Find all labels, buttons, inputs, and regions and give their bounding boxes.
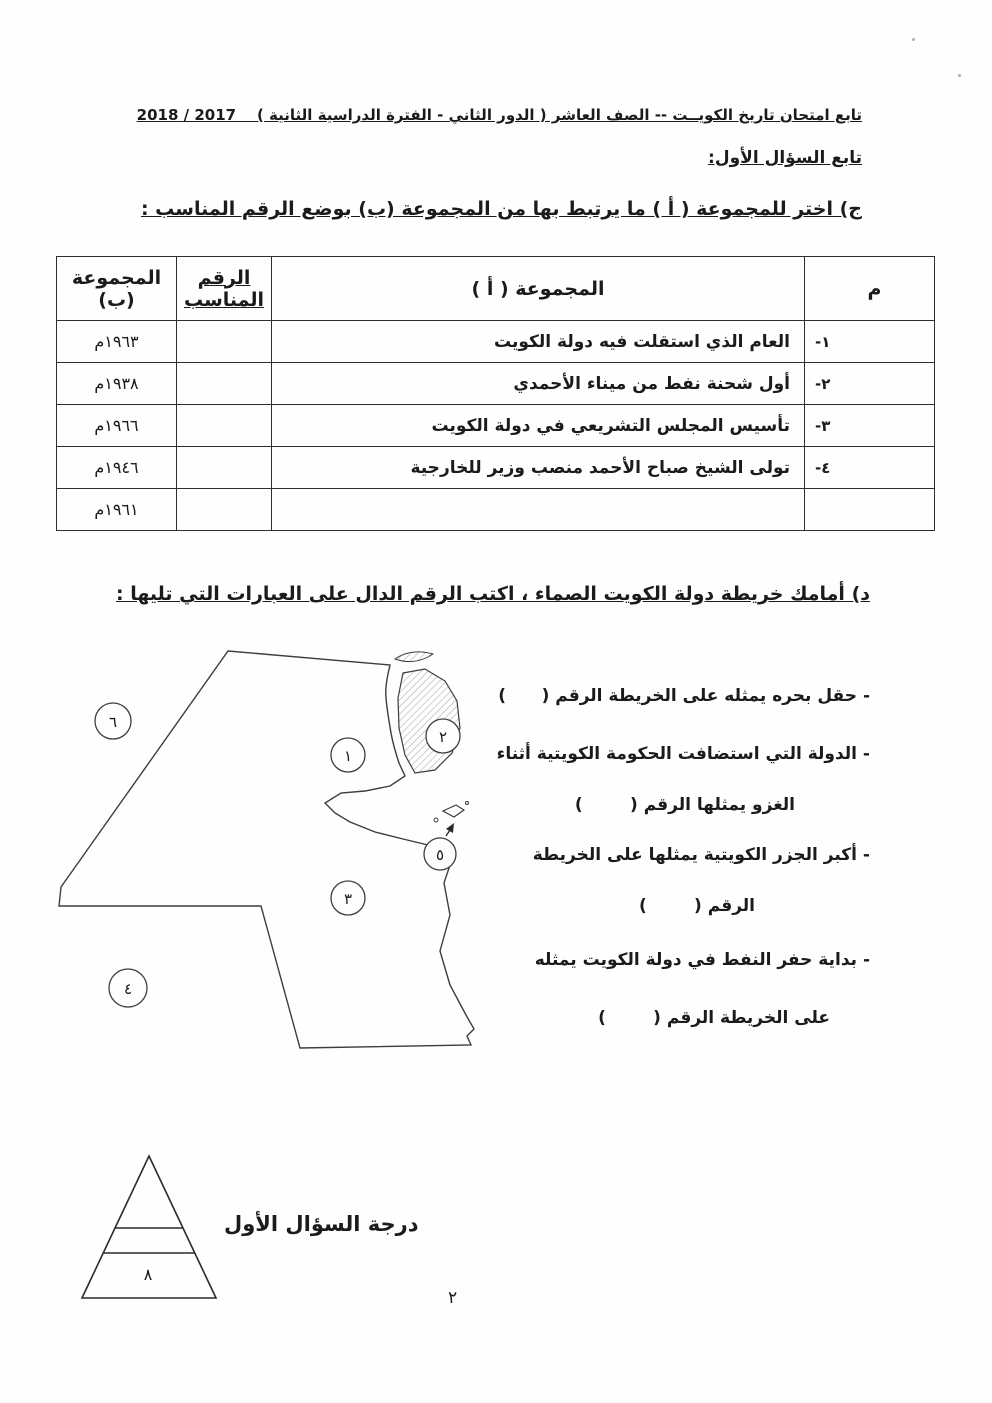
map-marker-label: ٥ bbox=[435, 846, 445, 864]
row-number bbox=[805, 489, 935, 531]
table-row bbox=[57, 405, 935, 447]
score-value: ٨ bbox=[143, 1265, 153, 1284]
col-header-no: م bbox=[805, 257, 935, 321]
group-a-item: العام الذي استقلت فيه دولة الكويت bbox=[272, 321, 805, 363]
matching-table bbox=[56, 256, 935, 531]
table-header-row bbox=[57, 257, 935, 321]
scan-artifact bbox=[958, 74, 961, 77]
section-c-title: ج) اختر للمجموعة ( أ ) ما يرتبط بها من المجموعة (ب) بوضع الرقم المناسب : bbox=[140, 198, 862, 220]
islet bbox=[466, 802, 469, 805]
islet bbox=[434, 818, 438, 822]
kuwait-map-svg bbox=[53, 643, 493, 1061]
map-marker-4 bbox=[109, 969, 147, 1007]
map-marker-3 bbox=[331, 881, 365, 915]
col-header-group-a: المجموعة ( أ ) bbox=[272, 257, 805, 321]
answer-cell[interactable] bbox=[177, 405, 272, 447]
group-b-year: ١٩٦٣م bbox=[57, 321, 177, 363]
col-header-answer-line1: الرقم bbox=[197, 266, 251, 289]
score-triangle bbox=[74, 1150, 234, 1308]
map-question-3-line2: الرقم ( ) bbox=[638, 896, 755, 916]
map-marker-label: ١ bbox=[343, 747, 353, 765]
group-a-item bbox=[272, 489, 805, 531]
row-number: ٣- bbox=[805, 405, 935, 447]
answer-cell[interactable] bbox=[177, 447, 272, 489]
col-header-group-b-line2: (ب) bbox=[98, 288, 135, 311]
row-number: ١- bbox=[805, 321, 935, 363]
col-header-group-b bbox=[57, 257, 177, 321]
table-row bbox=[57, 447, 935, 489]
map-marker-5 bbox=[424, 838, 456, 870]
map-question-3-line1: - أكبر الجزر الكويتية يمثلها على الخريطة bbox=[532, 845, 870, 865]
map-marker-label: ٢ bbox=[438, 728, 448, 746]
answer-cell[interactable] bbox=[177, 363, 272, 405]
row-number: ٤- bbox=[805, 447, 935, 489]
section-d-title: د) أمامك خريطة دولة الكويت الصماء ، اكتب الرقم الدال على العبارات التي تليها : bbox=[116, 583, 870, 605]
map-question-1-line1: - حقل بحره يمثله على الخريطة الرقم ( ) bbox=[498, 686, 870, 706]
map-marker-label: ٤ bbox=[123, 980, 133, 998]
map-marker-1 bbox=[331, 738, 365, 772]
group-b-year: ١٩٦١م bbox=[57, 489, 177, 531]
answer-cell[interactable] bbox=[177, 321, 272, 363]
group-b-year: ١٩٦٦م bbox=[57, 405, 177, 447]
map-question-4-line2: على الخريطة الرقم ( ) bbox=[598, 1008, 830, 1028]
kuwait-map bbox=[53, 643, 493, 1061]
answer-cell[interactable] bbox=[177, 489, 272, 531]
map-marker-2 bbox=[426, 719, 460, 753]
table-row bbox=[57, 363, 935, 405]
table-row bbox=[57, 489, 935, 531]
map-marker-label: ٣ bbox=[343, 890, 353, 908]
map-question-2-line1: - الدولة التي استضافت الحكومة الكويتية أثناء bbox=[496, 744, 870, 764]
group-a-item: أول شحنة نفط من ميناء الأحمدي bbox=[272, 363, 805, 405]
question-continue-label: تابع السؤال الأول: bbox=[708, 148, 862, 168]
exam-header: تابع امتحان تاريخ الكويــت -- الصف العاشر ( الدور الثاني - الفترة الدراسية الثانية ) 2017 / 2018 bbox=[136, 106, 862, 124]
map-question-4-line1: - بداية حفر النفط في دولة الكويت يمثله bbox=[534, 950, 870, 970]
map-marker-6 bbox=[95, 703, 131, 739]
page-number: ٢ bbox=[448, 1288, 458, 1308]
col-header-answer bbox=[177, 257, 272, 321]
warbah-island bbox=[395, 652, 433, 662]
col-header-group-b-line1: المجموعة bbox=[71, 266, 162, 289]
scan-artifact bbox=[912, 38, 915, 41]
failaka-island bbox=[443, 805, 464, 817]
map-question-2-line2: الغزو يمثلها الرقم ( ) bbox=[574, 795, 795, 815]
group-b-year: ١٩٤٦م bbox=[57, 447, 177, 489]
map-marker-label: ٦ bbox=[108, 713, 118, 731]
col-header-answer-line2: المناسب bbox=[183, 288, 265, 311]
score-label: درجة السؤال الأول bbox=[224, 1212, 419, 1236]
group-b-year: ١٩٣٨م bbox=[57, 363, 177, 405]
score-triangle-svg bbox=[74, 1150, 234, 1308]
table-row bbox=[57, 321, 935, 363]
row-number: ٢- bbox=[805, 363, 935, 405]
group-a-item: تأسيس المجلس التشريعي في دولة الكويت bbox=[272, 405, 805, 447]
group-a-item: تولى الشيخ صباح الأحمد منصب وزير للخارجية bbox=[272, 447, 805, 489]
island-pointer-arrowhead bbox=[446, 823, 454, 833]
